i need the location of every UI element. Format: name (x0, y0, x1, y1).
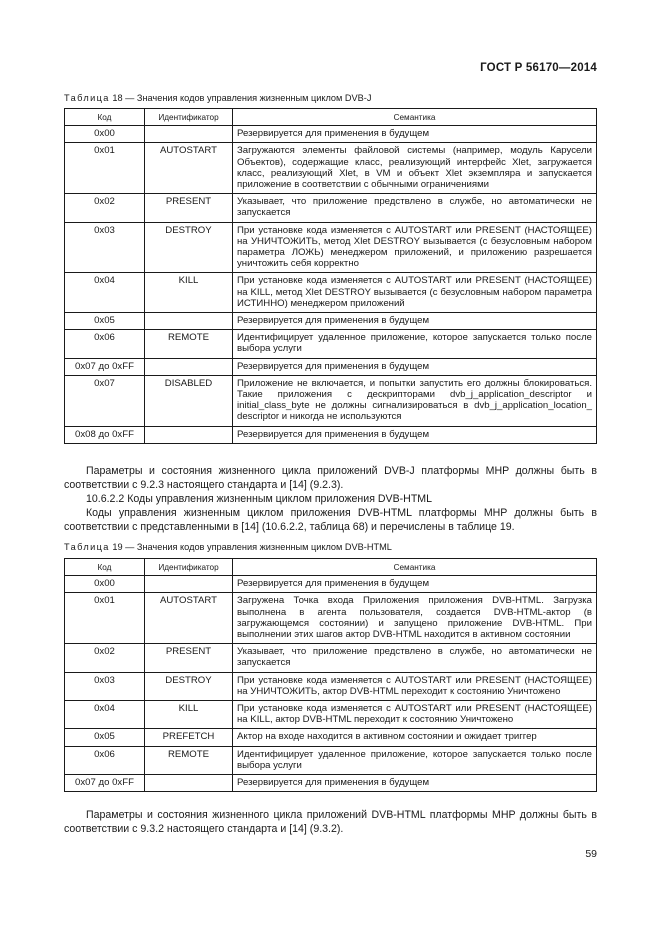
table-19-caption (64, 542, 392, 552)
identifier-cell: KILL (145, 273, 233, 313)
caption-word: Таблица (64, 542, 110, 552)
semantics-cell: Резервируется для применения в будущем (233, 358, 597, 375)
identifier-cell (145, 313, 233, 330)
identifier-cell (145, 126, 233, 143)
table-row (65, 426, 597, 443)
identifier-cell: AUTOSTART (145, 593, 233, 644)
identifier-cell: DESTROY (145, 672, 233, 700)
table-row (65, 126, 597, 143)
column-header-identifier: Идентификатор (145, 559, 233, 576)
identifier-cell (145, 358, 233, 375)
semantics-cell: Резервируется для применения в будущем (233, 313, 597, 330)
table-header-row (65, 109, 597, 126)
code-cell: 0x07 до 0xFF (65, 775, 145, 792)
semantics-cell: Идентифицирует удаленное приложение, которое запускается только после выбора услуги (233, 746, 597, 774)
column-header-code: Код (65, 109, 145, 126)
semantics-cell: Указывает, что приложение предствлено в службе, но автоматически не запускается (233, 194, 597, 222)
section-heading: 10.6.2.2 Коды управления жизненным циклом приложения DVB-HTML (86, 493, 433, 505)
table-row (65, 375, 597, 426)
code-cell: 0x02 (65, 194, 145, 222)
semantics-cell: При установке кода изменяется с AUTOSTART или PRESENT (НАСТОЯЩЕЕ) на KILL, актор DVB-HTML переходит к состоянию Уничтожено (233, 701, 597, 729)
caption-word: Таблица (64, 93, 110, 103)
semantics-cell: Загружаются элементы файловой системы (например, модуль Карусели Объектов), содержащие класс, реализующий интерфейс Xlet, загружается класс, реализующий Xlet, в VM и объект Xlet экземпляра и запускается приложение в соответствии с обычными ограничениями (233, 143, 597, 194)
table-row (65, 358, 597, 375)
semantics-cell: Резервируется для применения в будущем (233, 426, 597, 443)
column-header-semantics: Семантика (233, 559, 597, 576)
table-18 (64, 108, 597, 444)
identifier-cell: PRESENT (145, 194, 233, 222)
semantics-cell: Идентифицирует удаленное приложение, которое запускается только после выбора услуги (233, 330, 597, 358)
semantics-cell: При установке кода изменяется с AUTOSTART или PRESENT (НАСТОЯЩЕЕ) на KILL, метод Xlet DESTROY вызывается (с безусловным набором параметра ИСТИННО) менеджером приложений (233, 273, 597, 313)
table-row (65, 313, 597, 330)
code-cell: 0x07 (65, 375, 145, 426)
table-18-body (65, 126, 597, 444)
semantics-cell: Резервируется для применения в будущем (233, 775, 597, 792)
semantics-cell: Приложение не включается, и попытки запустить его должны блокироваться. Такие приложения с дескрипторами dvb_j_application_descriptor и initial_class_byte не должны сигнализироваться в dvb_j_application_location_ descriptor и никогда не используются (233, 375, 597, 426)
table-row (65, 222, 597, 273)
semantics-cell: Актор на входе находится в активном состоянии и ожидает триггер (233, 729, 597, 746)
paragraph: Коды управления жизненным циклом приложения DVB-HTML платформы MHP должны быть в соответствии с представленными в [14] (10.6.2.2, таблица 68) и перечислены в таблице 19. (64, 507, 597, 533)
column-header-code: Код (65, 559, 145, 576)
identifier-cell: DESTROY (145, 222, 233, 273)
code-cell: 0x05 (65, 313, 145, 330)
code-cell: 0x08 до 0xFF (65, 426, 145, 443)
identifier-cell: PREFETCH (145, 729, 233, 746)
semantics-cell: Загружена Точка входа Приложения приложения DVB-HTML. Загрузка выполнена в агента пользователя, создается DVB-HTML-актор (в загружающемся состоянии) и запущено приложение DVB-HTML. При выполнении этих шагов актор DVB-HTML находится в активном состоянии (233, 593, 597, 644)
table-19 (64, 558, 597, 792)
table-row (65, 576, 597, 593)
table-19-body (65, 576, 597, 792)
code-cell: 0x03 (65, 672, 145, 700)
code-cell: 0x01 (65, 143, 145, 194)
table-row (65, 593, 597, 644)
identifier-cell (145, 426, 233, 443)
caption-text: 18 — Значения кодов управления жизненным циклом DVB-J (109, 93, 372, 103)
table-header-row (65, 559, 597, 576)
identifier-cell (145, 775, 233, 792)
identifier-cell: PRESENT (145, 644, 233, 672)
semantics-cell: Резервируется для применения в будущем (233, 576, 597, 593)
column-header-semantics: Семантика (233, 109, 597, 126)
text-block-1 (64, 464, 597, 534)
semantics-cell: При установке кода изменяется с AUTOSTART или PRESENT (НАСТОЯЩЕЕ) на УНИЧТОЖИТЬ, метод Xlet DESTROY вызывается (с безусловным набором параметра ЛОЖЬ) менеджером приложений, и приложению разрешается уничтожить себя корректно (233, 222, 597, 273)
column-header-identifier: Идентификатор (145, 109, 233, 126)
table-row (65, 273, 597, 313)
identifier-cell: DISABLED (145, 375, 233, 426)
code-cell: 0x06 (65, 330, 145, 358)
paragraph: Параметры и состояния жизненного цикла приложений DVB-HTML платформы MHP должны быть в соответствии с 9.3.2 настоящего стандарта и [14] (9.3.2). (64, 809, 597, 835)
table-row (65, 143, 597, 194)
table-row (65, 672, 597, 700)
table-row (65, 746, 597, 774)
caption-text: 19 — Значения кодов управления жизненным циклом DVB-HTML (109, 542, 392, 552)
code-cell: 0x04 (65, 273, 145, 313)
table-18-caption (64, 93, 371, 103)
code-cell: 0x00 (65, 576, 145, 593)
semantics-cell: Резервируется для применения в будущем (233, 126, 597, 143)
paragraph: Параметры и состояния жизненного цикла приложений DVB-J платформы MHP должны быть в соответствии с 9.2.3 настоящего стандарта и [14] (9.2.3). (64, 465, 597, 491)
table-row (65, 330, 597, 358)
code-cell: 0x01 (65, 593, 145, 644)
table-row (65, 775, 597, 792)
table-row (65, 194, 597, 222)
identifier-cell: REMOTE (145, 746, 233, 774)
identifier-cell: REMOTE (145, 330, 233, 358)
text-block-2 (64, 808, 597, 836)
table-row (65, 729, 597, 746)
semantics-cell: Указывает, что приложение предствлено в службе, но автоматически не запускается (233, 644, 597, 672)
table-row (65, 701, 597, 729)
code-cell: 0x04 (65, 701, 145, 729)
code-cell: 0x06 (65, 746, 145, 774)
code-cell: 0x03 (65, 222, 145, 273)
page-number: 59 (585, 848, 597, 860)
code-cell: 0x00 (65, 126, 145, 143)
identifier-cell: KILL (145, 701, 233, 729)
identifier-cell: AUTOSTART (145, 143, 233, 194)
code-cell: 0x02 (65, 644, 145, 672)
table-row (65, 644, 597, 672)
identifier-cell (145, 576, 233, 593)
code-cell: 0x07 до 0xFF (65, 358, 145, 375)
standard-id: ГОСТ Р 56170—2014 (480, 62, 597, 74)
code-cell: 0x05 (65, 729, 145, 746)
semantics-cell: При установке кода изменяется с AUTOSTART или PRESENT (НАСТОЯЩЕЕ) на УНИЧТОЖИТЬ, актор DVB-HTML переходит к состоянию Уничтожено (233, 672, 597, 700)
